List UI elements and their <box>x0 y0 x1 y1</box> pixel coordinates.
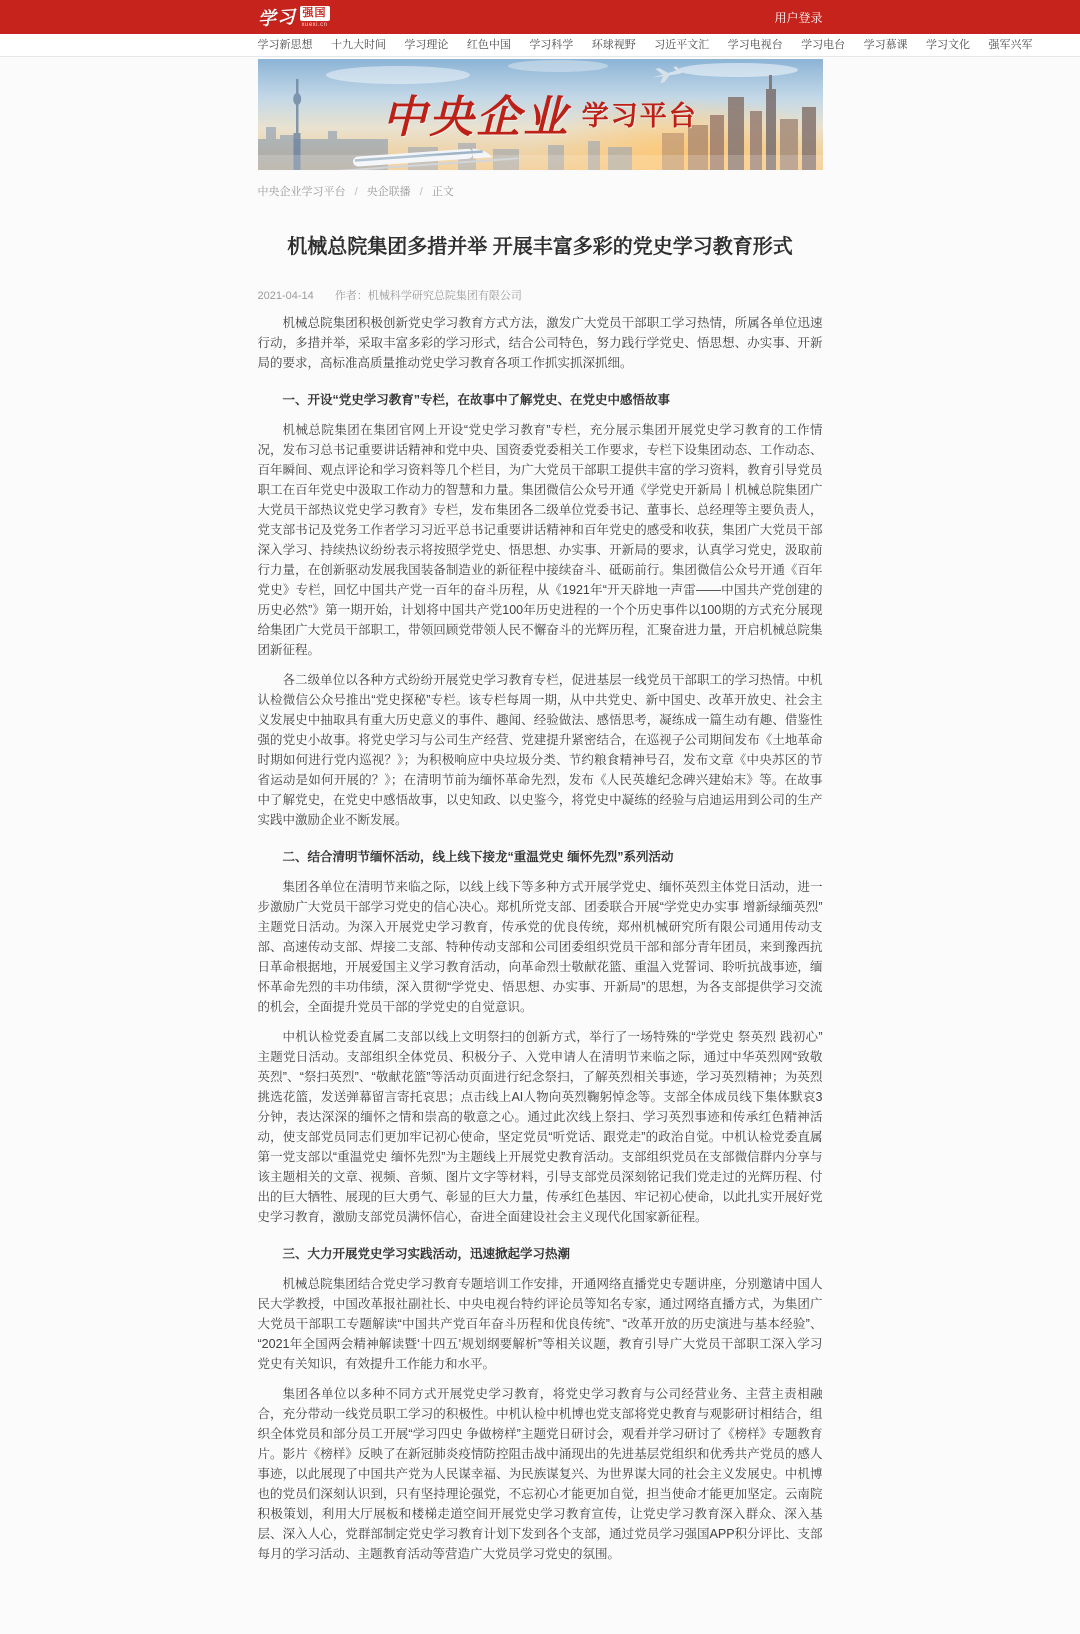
breadcrumb-separator: / <box>419 186 423 198</box>
article-paragraph: 集团各单位在清明节来临之际，以线上线下等多种方式开展学党史、缅怀英烈主体党日活动，进一步激励广大党员干部学习党史的信心决心。郑机所党支部、团委联合开展“学党史办实事 增新绿缅英烈”主题党日活动。为深入开展党史学习教育，传承党的优良传统，郑州机械研究所有限公司通用传动支部、高速传动支部、焊接二支部、特种传动支部和公司团委组织党员干部和部分青年团员，来到豫西抗日革命根据地，开展爱国主义学习教育活动，向革命烈士敬献花篮、重温入党誓词、聆听抗战事迹，缅怀革命先烈的丰功伟绩，深入贯彻“学党史、悟思想、办实事、开新局”的思想，为各支部提供学习交流的机会，全面提升党员干部的学党史的自觉意识。 <box>257 880 823 1014</box>
breadcrumb-channel-link[interactable]: 央企联播 <box>366 186 411 198</box>
xuexi-qiangguo-logo[interactable] <box>258 4 330 30</box>
main-nav <box>0 34 1080 57</box>
breadcrumb-separator: / <box>354 186 358 198</box>
article-paragraph: 各二级单位以各种方式纷纷开展党史学习教育专栏，促进基层一线党员干部职工的学习热情。中机认检微信公众号推出“党史探秘”专栏。该专栏每周一期，从中共党史、新中国史、改革开放史、社会主义发展史中抽取具有重大历史意义的事件、趣闻、经验做法、感悟思考，凝练成一篇生动有趣、借鉴性强的党史小故事。将党史学习与公司生产经营、党建提升紧密结合，在巡视子公司期间发布《土地革命时期如何进行党内巡视？》；为积极响应中央垃圾分类、节约粮食精神号召，发布文章《中央苏区的节省运动是如何开展的？》；在清明节前为缅怀革命先烈，发布《人民英雄纪念碑兴建始末》等。在故事中了解党史，在党史中感悟故事，以史知政、以史鉴今，将党史中凝练的经验与启迪运用到公司的生产实践中激励企业不断发展。 <box>257 673 823 827</box>
article-paragraph: 中机认检党委直属二支部以线上文明祭扫的创新方式，举行了一场特殊的“学党史 祭英烈 践初心”主题党日活动。支部组织全体党员、积极分子、入党申请人在清明节来临之际，通过中华英烈网“致敬英烈”、“祭扫英烈”、“敬献花篮”等活动页面进行纪念祭扫，了解英烈相关事迹，学习英烈精神；为英烈挑选花篮，发送弹幕留言寄托哀思；点击线上AI人物向英烈鞠躬悼念等。支部全体成员线下集体默哀3分钟，表达深深的缅怀之情和崇高的敬意之心。通过此次线上祭扫、学习英烈事迹和传承红色精神活动，使支部党员同志们更加牢记初心使命，坚定党员“听党话、跟党走”的政治自觉。中机认检党委直属第一党支部以“重温党史 缅怀先烈”为主题线上开展党史教育活动。支部组织党员在支部微信群内分享与该主题相关的文章、视频、音频、图片文字等材料，引导支部党员深刻铭记我们党走过的光辉历程、付出的巨大牺牲、展现的巨大勇气、彰显的巨大力量，传承红色基因、牢记初心使命，以此扎实开展好党史学习教育，激励支部党员满怀信心，奋进全面建设社会主义现代化国家新征程。 <box>257 1030 823 1224</box>
breadcrumb <box>258 183 823 199</box>
breadcrumb-current: 正文 <box>431 186 454 198</box>
article-paragraph: 机械总院集团在集团官网上开设“党史学习教育”专栏，充分展示集团开展党史学习教育的工作情况，发布习总书记重要讲话精神和党中央、国资委党委相关工作要求，专栏下设集团动态、工作动态、百年瞬间、观点评论和学习资料等几个栏目，为广大党员干部职工提供丰富的学习资料，教育引导党员职工在百年党史中汲取工作动力的智慧和力量。集团微信公众号开通《学党史开新局丨机械总院集团广大党员干部热议党史学习教育》专栏，发布集团各二级单位党委书记、董事长、总经理等主要负责人，党支部书记及党务工作者学习习近平总书记重要讲话精神和百年党史的感受和收获，集团广大党员干部深入学习、持续热议纷纷表示将按照学党史、悟思想、办实事、开新局的要求，认真学习党史，汲取前行力量，在创新驱动发展我国装备制造业的新征程中接续奋斗、砥砺前行。集团微信公众号开通《百年党史》专栏，回忆中国共产党一百年的奋斗历程，从《1921年“开天辟地一声雷——中国共产党创建的历史必然”》第一期开始，计划将中国共产党100年历史进程的一个个历史事件以100期的方式充分展现给集团广大党员干部职工，带领回顾党带领人民不懈奋斗的光辉历程，汇聚奋进力量，开启机械总院集团新征程。 <box>257 423 823 657</box>
nav-item-diantai[interactable]: 学习电台 <box>801 39 846 51</box>
section-heading-3: 三、大力开展党史学习实践活动，迅速掀起学习热潮 <box>282 1247 571 1261</box>
article-paragraph-intro: 机械总院集团积极创新党史学习教育方式方法，激发广大党员干部职工学习热情，所属各单位迅速行动，多措并举，采取丰富多彩的学习形式，结合公司特色，努力践行学党史、悟思想、办实事、开新局的要求，高标准高质量推动党史学习教育各项工作抓实抓深抓细。 <box>257 316 823 370</box>
article-title: 机械总院集团多措并举 开展丰富多彩的党史学习教育形式 <box>287 236 793 258</box>
top-bar <box>0 0 1080 34</box>
article <box>258 232 823 1634</box>
user-login-link[interactable]: 用户登录 <box>774 10 823 25</box>
nav-item-wenhua[interactable]: 学习文化 <box>926 39 971 51</box>
nav-item-lilun[interactable]: 学习理论 <box>404 39 449 51</box>
article-meta <box>258 287 823 303</box>
section-heading-2: 二、结合清明节缅怀活动，线上线下接龙“重温党史 缅怀先烈”系列活动 <box>282 850 674 864</box>
article-body <box>258 313 823 1564</box>
breadcrumb-platform-link[interactable]: 中央企业学习平台 <box>257 186 346 198</box>
section-heading-1: 一、开设“党史学习教育”专栏，在故事中了解党史、在党史中感悟故事 <box>282 393 671 407</box>
city-skyline-illustration <box>258 59 823 170</box>
banner-title-calligraphy: 中央企业 <box>382 92 571 143</box>
nav-item-huanqiu[interactable]: 环球视野 <box>591 39 636 51</box>
article-author-label: 作者： <box>334 290 368 302</box>
nav-item-wenhui[interactable]: 习近平文汇 <box>654 39 710 51</box>
logo-box-text: 强国 <box>300 6 330 21</box>
article-paragraph: 机械总院集团结合党史学习教育专题培训工作安排，开通网络直播党史专题讲座，分别邀请中国人民大学教授，中国改革报社副社长、中央电视台特约评论员等知名专家，通过网络直播方式，为集团广大党员干部职工专题解读“中国共产党百年奋斗历程和优良传统”、“改革开放的历史演进与基本经验”、“2021年全国两会精神解读暨‘十四五’规划纲要解析”等相关议题，教育引导广大党员干部职工深入学习党史有关知识，有效提升工作能力和水平。 <box>257 1277 823 1371</box>
article-paragraph: 集团各单位以多种不同方式开展党史学习教育，将党史学习教育与公司经营业务、主营主责相融合，充分带动一线党员职工学习的积极性。中机认检中机博也党支部将党史教育与观影研讨相结合，组织全体党员和部分员工开展“学习四史 争做榜样”主题党日研讨会，观看并学习研讨了《榜样》专题教育片。影片《榜样》反映了在新冠肺炎疫情防控阻击战中涌现出的先进基层党组织和优秀共产党员的感人事迹，以此展现了中国共产党为人民谋幸福、为民族谋复兴、为世界谋大同的社会主义发展史。中机博也的党员们深刻认识到，只有坚持理论强党，不忘初心才能更加自觉，担当使命才能更加坚定。云南院积极策划，利用大厅展板和楼梯走道空间开展党史学习教育宣传，让党史学习教育深入群众、深入基层、深入人心，党群部制定党史学习教育计划下发到各个支部，通过党员学习强国APP积分评比、支部每月的学习活动、主题教育活动等营造广大党员学习党史的氛围。 <box>257 1387 823 1561</box>
article-date: 2021-04-14 <box>257 290 314 302</box>
banner-image <box>258 59 823 170</box>
nav-item-shijiuda[interactable]: 十九大时间 <box>330 39 386 51</box>
logo-subtext: xuexi.cn <box>301 22 328 28</box>
nav-item-qiangjun[interactable]: 强军兴军 <box>988 39 1033 51</box>
nav-item-dianshitai[interactable]: 学习电视台 <box>727 39 783 51</box>
nav-item-xin-sixiang[interactable]: 学习新思想 <box>257 39 313 51</box>
nav-item-hongse[interactable]: 红色中国 <box>466 39 511 51</box>
logo-script-text: 学习 <box>256 6 297 31</box>
main-nav-items <box>257 34 1033 56</box>
logo-box-wrap <box>300 6 330 28</box>
nav-item-muke[interactable]: 学习慕课 <box>863 39 908 51</box>
nav-item-kexue[interactable]: 学习科学 <box>529 39 574 51</box>
banner-title-bold: 学习平台 <box>581 100 698 131</box>
article-author-name: 机械科学研究总院集团有限公司 <box>367 290 522 302</box>
article-author <box>335 290 522 302</box>
top-bar-inner <box>258 0 823 34</box>
